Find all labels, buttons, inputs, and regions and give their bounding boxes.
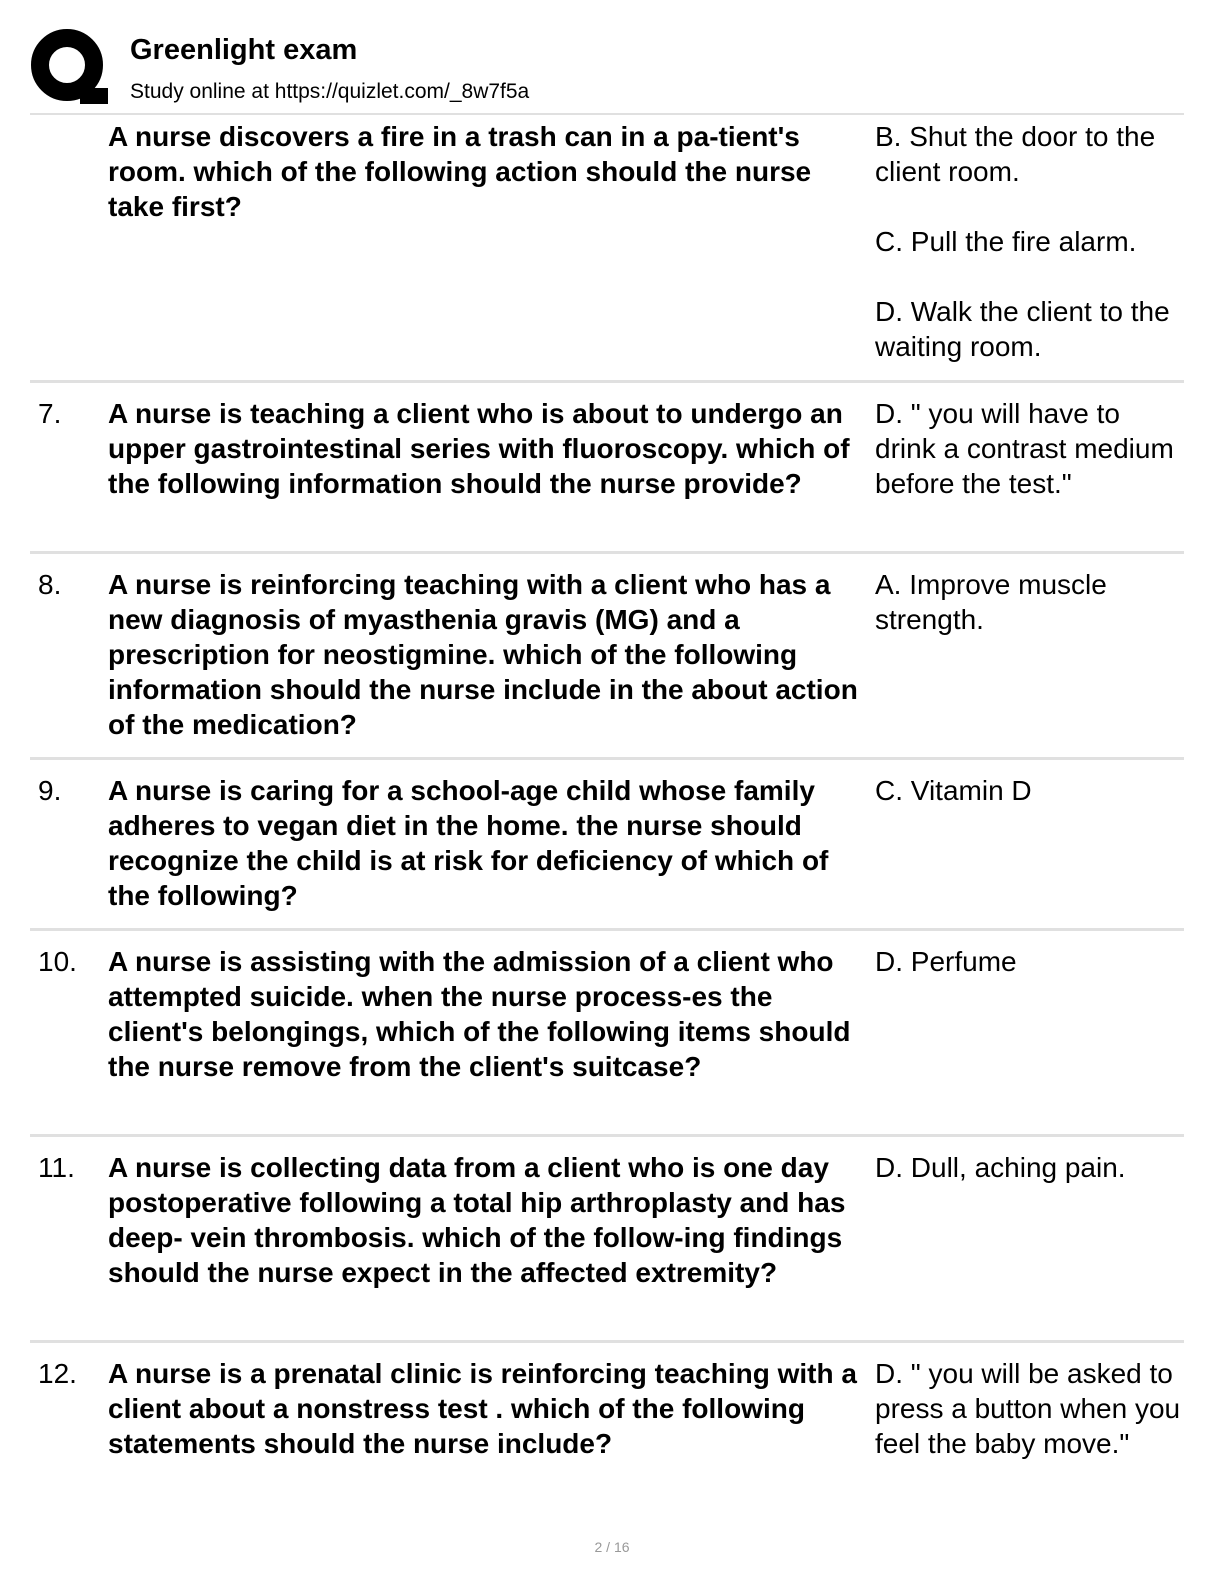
answer-option: D. " you will be asked to press a button when you feel the baby move.": [875, 1358, 1181, 1459]
card-question: A nurse is teaching a client who is about to undergo an upper gastrointestinal series with fluoroscopy. which of the following information should the nurse provide?: [108, 398, 850, 499]
card-number: 10.: [38, 946, 77, 977]
card-answer: [875, 1150, 1184, 1340]
flashcard: [30, 928, 1184, 1134]
flashcard: [30, 1340, 1184, 1510]
card-question: A nurse is assisting with the admission of a client who attempted suicide. when the nurse process-es the client's belongings, which of the following items should the nurse remove from the client's suitcase?: [108, 946, 851, 1082]
answer-option: C. Pull the fire alarm.: [875, 226, 1137, 257]
card-question: A nurse discovers a fire in a trash can in a pa-tient's room. which of the following action should the nurse take first?: [108, 121, 812, 222]
card-answer: [875, 773, 1184, 928]
card-answer: [875, 396, 1184, 551]
answer-option: D. " you will have to drink a contrast medium before the test.": [875, 398, 1174, 499]
card-number: 11.: [38, 1152, 75, 1183]
card-answer: [875, 944, 1184, 1134]
card-question: A nurse is reinforcing teaching with a client who has a new diagnosis of myasthenia gravis (MG) and a prescription for neostigmine. which of the following information should the nurse include in the about action of the medication?: [108, 569, 858, 740]
flashcard-list: [30, 113, 1184, 1510]
page-header: [30, 28, 1190, 108]
document-title: Greenlight exam: [130, 34, 358, 66]
page-number: 2 / 16: [594, 1539, 630, 1555]
answer-option: A. Improve muscle strength.: [875, 569, 1107, 635]
card-answer: [875, 567, 1184, 757]
quizlet-q-logo-icon: [30, 28, 108, 106]
card-number: 8.: [38, 569, 62, 600]
card-question: A nurse is a prenatal clinic is reinforcing teaching with a client about a nonstress test . which of the following statements should the nurse include?: [108, 1358, 857, 1459]
flashcard: [30, 757, 1184, 928]
card-question: A nurse is collecting data from a client who is one day postoperative following a total hip arthroplasty and has deep- vein thrombosis. which of the follow-ing findings should the nurse expect in the affected extremity?: [108, 1152, 846, 1288]
flashcard: [30, 113, 1184, 380]
card-number: 9.: [38, 775, 62, 806]
answer-option: D. Dull, aching pain.: [875, 1152, 1126, 1183]
card-answer: [875, 1356, 1184, 1510]
study-online-link[interactable]: Study online at https://quizlet.com/_8w7f5a: [130, 80, 530, 103]
card-number: [30, 119, 108, 380]
answer-option: C. Vitamin D: [875, 775, 1032, 806]
answer-option: B. Shut the door to the client room.: [875, 121, 1156, 187]
card-question: A nurse is caring for a school-age child whose family adheres to vegan diet in the home. the nurse should recognize the child is at risk for deficiency of which of the following?: [108, 775, 829, 911]
card-answer: [875, 119, 1184, 380]
answer-option: D. Walk the client to the waiting room.: [875, 296, 1170, 362]
flashcard: [30, 380, 1184, 551]
flashcard: [30, 551, 1184, 757]
answer-option: D. Perfume: [875, 946, 1017, 977]
flashcard: [30, 1134, 1184, 1340]
card-number: 7.: [38, 398, 62, 429]
card-number: 12.: [38, 1358, 77, 1389]
